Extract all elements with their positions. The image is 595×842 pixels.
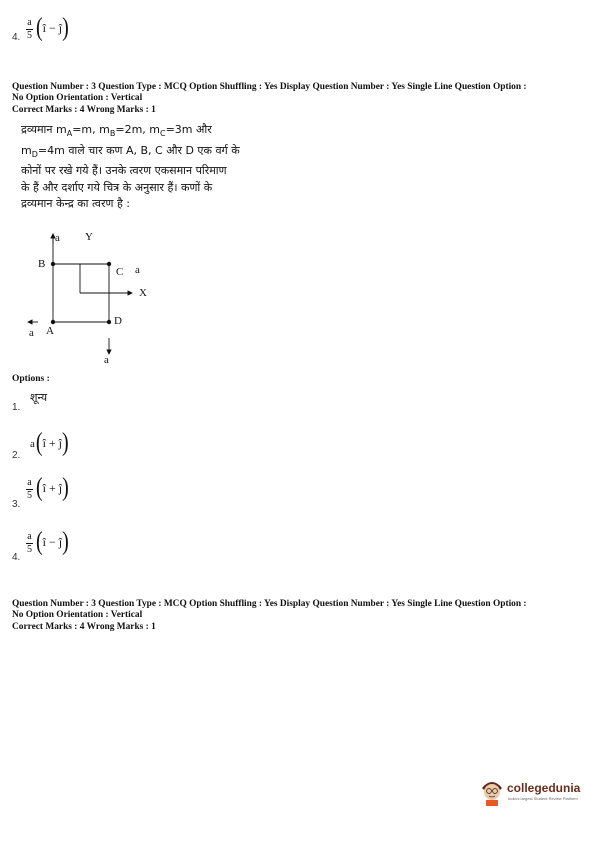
logo-tagline: India's largest Student Review Platform bbox=[508, 796, 578, 801]
fraction: a 5 bbox=[27, 17, 32, 41]
point-a-label: A bbox=[46, 325, 54, 337]
option-4[interactable]: 4. a 5 ( î − ĵ ) bbox=[12, 527, 69, 563]
question-header: Question Number : 3 Question Type : MCQ Option Shuffling : Yes Display Question Number : Yes Single Line Question Option : No Option Orientation : Vertical Correct Marks : 4 Wrong Marks : 1 bbox=[12, 82, 527, 115]
point-d bbox=[107, 320, 111, 324]
accel-label-top: a bbox=[55, 232, 60, 244]
collegedunia-logo bbox=[478, 772, 588, 812]
mascot-icon bbox=[478, 776, 506, 806]
option-number: 4. bbox=[12, 32, 21, 43]
point-b-label: B bbox=[38, 258, 46, 270]
option-3[interactable]: 3. a 5 ( î + ĵ ) bbox=[12, 473, 69, 510]
option-1[interactable]: 1. शून्य bbox=[12, 391, 48, 413]
question-text: द्रव्यमान $m_A=m$, $m_B=2m$, $m_C=3m$ और $m_D=4m$ वाले चार कण A, B, C और D एक वर्ग के कोनों पर रखे गये हैं। उनके त्वरण एकसमान परिमाण के हैं और दर्शाए गये चित्र के अनुसार हैं। कणों के द्रव्यमान केन्द्र का त्वरण है : bbox=[21, 123, 240, 211]
accel-label-d: a bbox=[104, 354, 109, 366]
x-axis-label: X bbox=[139, 287, 147, 299]
point-a bbox=[51, 320, 55, 324]
option-2[interactable]: 2. a ( î + ĵ ) bbox=[12, 428, 69, 461]
point-b bbox=[51, 262, 55, 266]
question-header-2: Question Number : 3 Question Type : MCQ Option Shuffling : Yes Display Question Number : Yes Single Line Question Option : No Option Orientation : Vertical Correct Marks : 4 Wrong Marks : 1 bbox=[12, 599, 527, 632]
y-axis-label: Y bbox=[85, 231, 93, 243]
vector-expression: ( î − ĵ ) bbox=[36, 13, 69, 43]
logo-name: collegedunia bbox=[507, 781, 581, 795]
accel-label-a: a bbox=[29, 327, 34, 339]
top-option-4 bbox=[12, 10, 112, 44]
accel-label-c: a bbox=[135, 264, 140, 276]
point-c bbox=[107, 262, 111, 266]
point-c-label: C bbox=[116, 266, 124, 278]
options-heading: Options : bbox=[12, 374, 50, 384]
point-d-label: D bbox=[114, 315, 122, 327]
